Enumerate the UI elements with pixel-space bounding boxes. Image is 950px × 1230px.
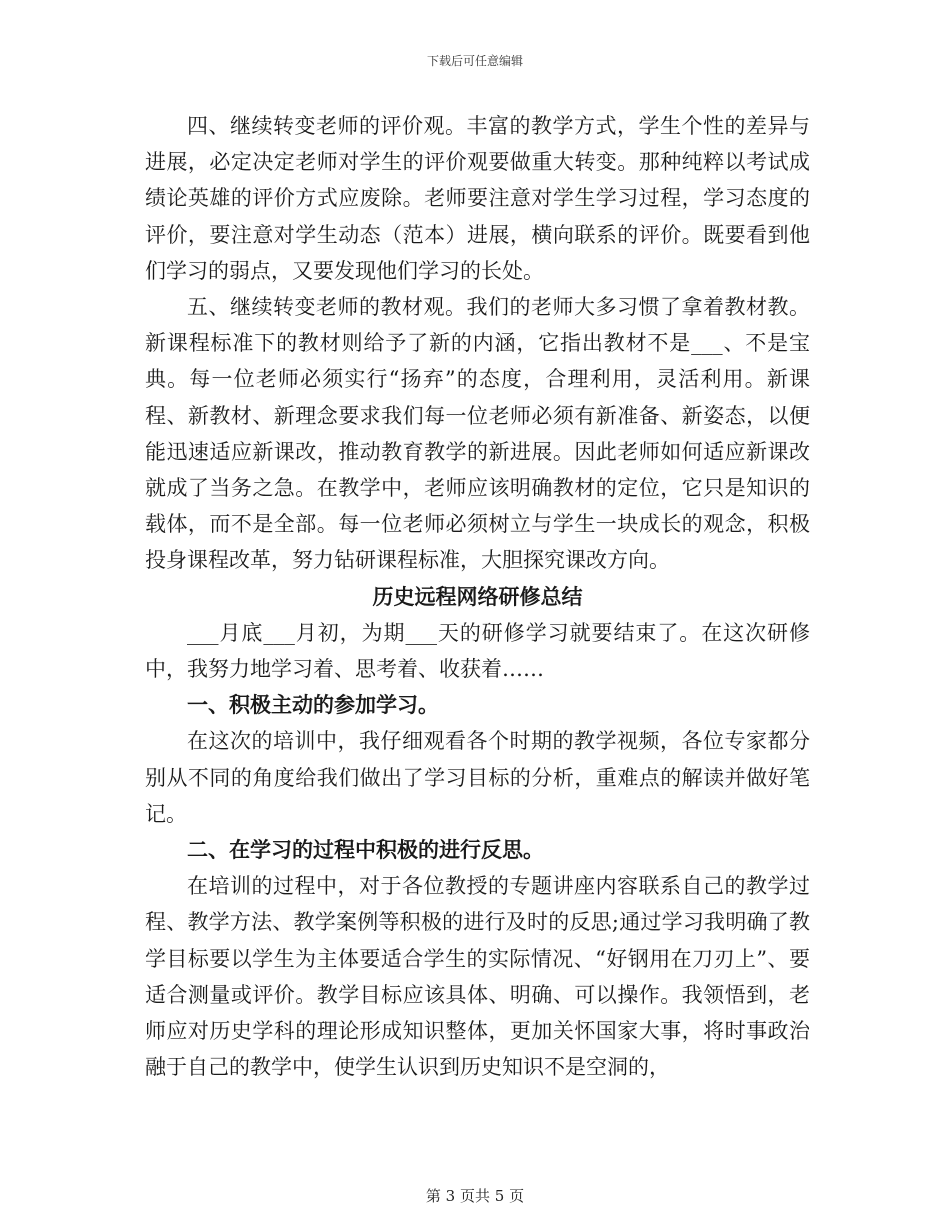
document-title: 历史远程网络研修总结 (372, 583, 583, 609)
intro-paragraph: ___月底___月初，为期___天的研修学习就要结束了。在这次研修中，我努力地学习着、思考着、收获着…… (145, 620, 810, 682)
section-body-2: 在培训的过程中，对于各位教授的专题讲座内容联系自己的教学过程、教学方法、教学案例等积极的进行及时的反思;通过学习我明确了教学目标要以学生为主体要适合学生的实际情况、“好钢用在刀刃上”、要适合测量或评价。教学目标应该具体、明确、可以操作。我领悟到，老师应对历史学科的理论形成知识整体，更加关怀国家大事，将时事政治融于自己的教学中，使学生认识到历史知识不是空洞的， (145, 874, 810, 1080)
section-heading-1: 一、积极主动的参加学习。 (187, 692, 439, 718)
paragraph-textbook-view: 五、继续转变老师的教材观。我们的老师大多习惯了拿着教材教。新课程标准下的教材则给予了新的内涵，它指出教材不是___、不是宝典。每一位老师必须实行“扬弃”的态度，合理利用，灵活利用。新课程、新教材、新理念要求我们每一位老师必须有新准备、新姿态，以便能迅速适应新课改，推动教育教学的新进展。因此老师如何适应新课改就成了当务之急。在教学中，老师应该明确教材的定位，它只是知识的载体，而不是全部。每一位老师必须树立与学生一块成长的观念，积极投身课程改革，努力钻研课程标准，大胆探究课改方向。 (145, 295, 810, 573)
document-body (145, 108, 810, 1085)
page-footer: 第 3 页共 5 页 (425, 1187, 525, 1205)
section-body-1: 在这次的培训中，我仔细观看各个时期的教学视频，各位专家都分别从不同的角度给我们做出了学习目标的分析，重难点的解读并做好笔记。 (145, 729, 810, 826)
paragraph-evaluation-view: 四、继续转变老师的评价观。丰富的教学方式，学生个性的差异与进展，必定决定老师对学生的评价观要做重大转变。那种纯粹以考试成绩论英雄的评价方式应废除。老师要注意对学生学习过程，学习态度的评价，要注意对学生动态（范本）进展，横向联系的评价。既要看到他们学习的弱点，又要发现他们学习的长处。 (145, 114, 810, 283)
page-header: 下载后可任意编辑 (426, 54, 523, 68)
section-heading-2: 二、在学习的过程中积极的进行反思。 (187, 837, 544, 863)
